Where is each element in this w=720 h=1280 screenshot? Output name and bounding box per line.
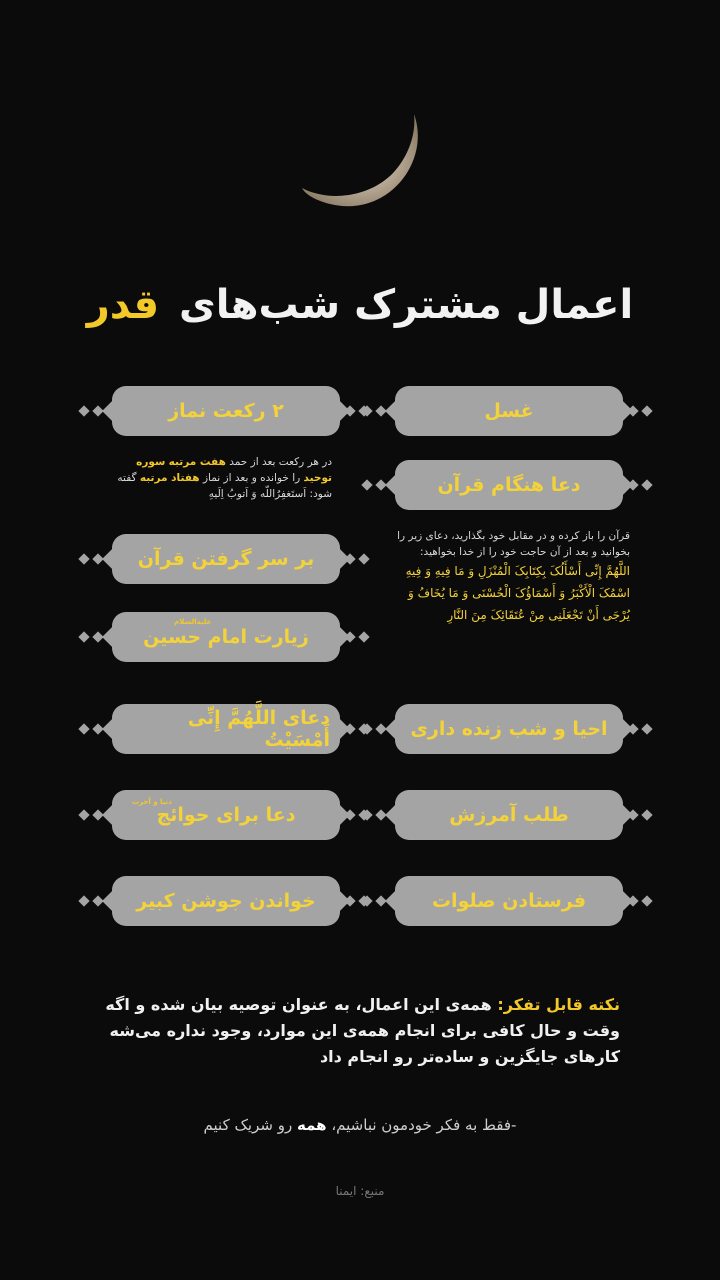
footer-label: نکته قابل تفکر: [497, 995, 620, 1014]
item-label: طلب آمرزش [449, 804, 569, 826]
title-main: اعمال مشترک شب‌های [179, 282, 634, 328]
namaz-note: در هر رکعت بعد از حمد هفت مرتبه سوره توحید را خوانده و بعد از نماز هفتاد مرتبه گفته شود: اَستَغفِرُاللّه وَ اَتوبُ اِلَیهِ [117, 456, 332, 500]
footer-text: همه‌ی این اعمال، به عنوان توصیه بیان شده و اگه وقت و حال کافی برای انجام همه‌ی این موارد، وجود نداره می‌شه کارهای جایگزین و ساده‌تر رو انجام داد [105, 995, 620, 1066]
item-label: خواندن جوشن کبیر [136, 890, 316, 912]
item-label: زیارت امام حسین [143, 626, 309, 648]
quran-dua-text: اللَّهُمَّ إِنِّی أَسْأَلُکَ بِکِتَابِکَ الْمُنْزَلِ وَ مَا فِیهِ وَ فِیهِ اسْمُکَ الْأَکْبَرُ وَ أَسْمَاؤُکَ الْحُسْنَی وَ مَا یُخَافُ وَ یُرْجَی أَنْ تَجْعَلَنِی مِنْ عُتَقَائِکَ مِنَ النَّارِ [405, 564, 630, 622]
item-label: احیا و شب زنده داری [410, 718, 608, 740]
item-namaz [112, 386, 340, 436]
item-label: دعای اللَّهُمَّ إِنِّی أَمْسَیْتُ [187, 707, 330, 751]
havaej-tag: دنیا و آخرت [132, 798, 172, 806]
item-joshan [112, 876, 340, 926]
quran-note [390, 528, 630, 626]
ziarat-tag: علیه‌السلام [174, 618, 212, 626]
item-ziarat [112, 612, 340, 662]
page-title [0, 282, 720, 328]
item-label: فرستادن صلوات [431, 890, 587, 912]
item-label: ۲ رکعت نماز [168, 400, 284, 422]
footer-note [70, 992, 620, 1070]
closing-line: -فقط به فکر خودمون نباشیم، همه رو شریک کنیم [203, 1116, 517, 1134]
item-quran-head [112, 534, 340, 584]
quran-note-text: قرآن را باز کرده و در مقابل خود بگذارید، دعای زیر را بخوانید و بعد از آن حاجت خود را از خدا بخواهید: [397, 530, 630, 558]
item-ehya [395, 704, 623, 754]
crescent-moon-icon [298, 108, 422, 212]
item-ghosl [395, 386, 623, 436]
item-label: دعا هنگام قرآن [437, 474, 581, 496]
item-doa-quran [395, 460, 623, 510]
item-label: بر سر گرفتن قرآن [137, 548, 315, 570]
title-highlight: قدر [86, 282, 160, 328]
item-doa-havaej [112, 790, 340, 840]
item-label: دعا برای حوائج [156, 804, 296, 826]
item-salavat [395, 876, 623, 926]
source-credit: منبع: ایمنا [335, 1184, 385, 1198]
item-label: غسل [484, 400, 534, 422]
item-doa-amsayt [112, 704, 340, 754]
item-talab [395, 790, 623, 840]
